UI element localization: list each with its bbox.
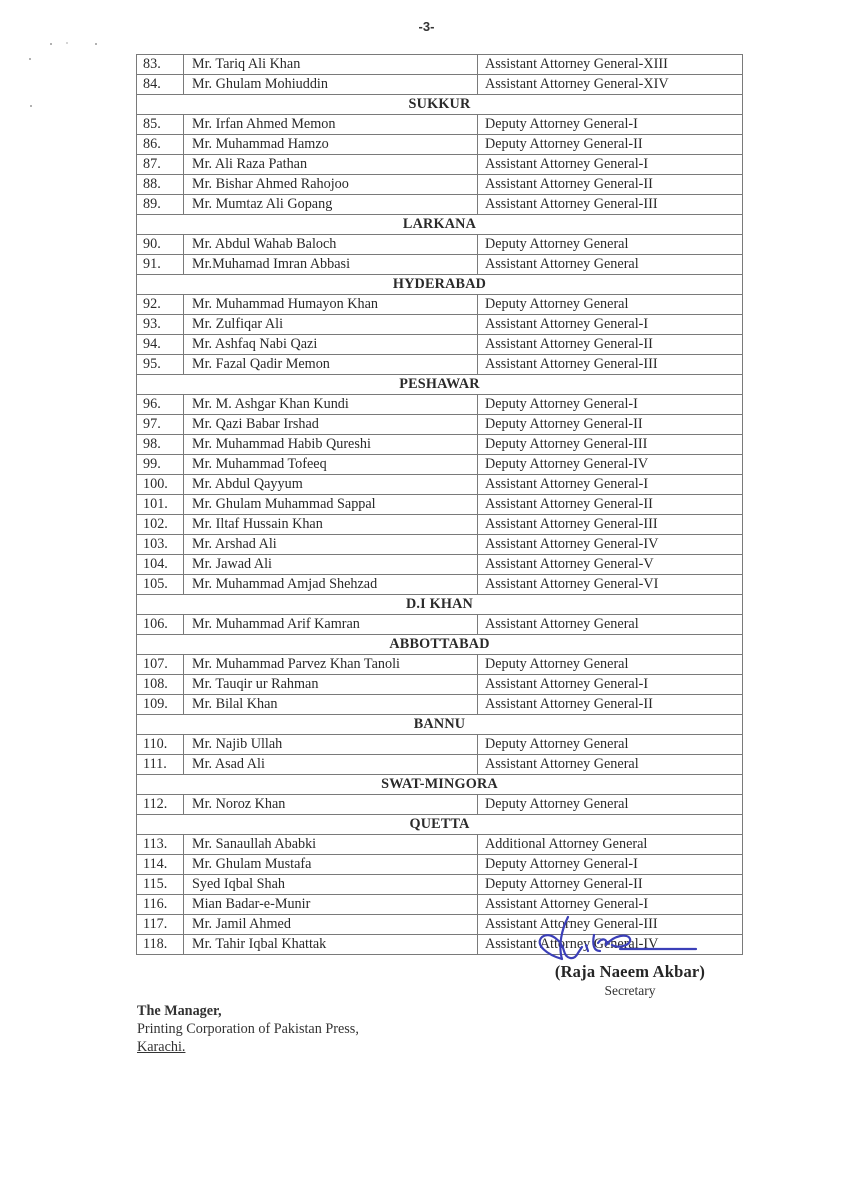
serial-number: 95. (137, 355, 184, 375)
designation: Deputy Attorney General (478, 235, 743, 255)
designation: Assistant Attorney General-III (478, 515, 743, 535)
signatory-block (530, 962, 730, 999)
table-row (137, 475, 743, 495)
serial-number: 109. (137, 695, 184, 715)
serial-number: 105. (137, 575, 184, 595)
recipient-title: The Manager, (137, 1003, 222, 1019)
table-row (137, 515, 743, 535)
designation: Assistant Attorney General-XIII (478, 55, 743, 75)
serial-number: 94. (137, 335, 184, 355)
officer-name: Mr. Mumtaz Ali Gopang (184, 195, 478, 215)
officer-name: Mr. Ali Raza Pathan (184, 155, 478, 175)
region-header-row (137, 715, 743, 735)
officer-name: Mr. Ghulam Muhammad Sappal (184, 495, 478, 515)
table-row (137, 855, 743, 875)
table-row (137, 455, 743, 475)
scan-speck (95, 43, 97, 45)
serial-number: 110. (137, 735, 184, 755)
serial-number: 99. (137, 455, 184, 475)
officer-name: Mr. Ghulam Mohiuddin (184, 75, 478, 95)
scan-speck (50, 43, 52, 45)
region-label: D.I KHAN (137, 595, 743, 615)
serial-number: 96. (137, 395, 184, 415)
designation: Assistant Attorney General-II (478, 695, 743, 715)
serial-number: 86. (137, 135, 184, 155)
designation: Assistant Attorney General-III (478, 195, 743, 215)
designation: Assistant Attorney General-I (478, 155, 743, 175)
designation: Assistant Attorney General-II (478, 175, 743, 195)
serial-number: 103. (137, 535, 184, 555)
officer-name: Mr. Iltaf Hussain Khan (184, 515, 478, 535)
designation: Assistant Attorney General (478, 615, 743, 635)
designation: Assistant Attorney General-VI (478, 575, 743, 595)
officer-name: Mr. Asad Ali (184, 755, 478, 775)
designation: Deputy Attorney General (478, 795, 743, 815)
region-label: HYDERABAD (137, 275, 743, 295)
table-row (137, 875, 743, 895)
table-row (137, 315, 743, 335)
designation: Assistant Attorney General-XIV (478, 75, 743, 95)
table-row (137, 395, 743, 415)
table-row (137, 495, 743, 515)
recipient-organization: Printing Corporation of Pakistan Press, (137, 1021, 359, 1037)
table-row (137, 75, 743, 95)
region-header-row (137, 635, 743, 655)
officer-name: Mr. Muhammad Amjad Shehzad (184, 575, 478, 595)
designation: Assistant Attorney General-III (478, 355, 743, 375)
region-label: ABBOTTABAD (137, 635, 743, 655)
officer-name: Mr. Jamil Ahmed (184, 915, 478, 935)
region-label: SUKKUR (137, 95, 743, 115)
designation: Assistant Attorney General-I (478, 895, 743, 915)
table-row (137, 175, 743, 195)
serial-number: 85. (137, 115, 184, 135)
officer-name: Mr. Ashfaq Nabi Qazi (184, 335, 478, 355)
region-header-row (137, 215, 743, 235)
officer-name: Mr. Muhammad Arif Kamran (184, 615, 478, 635)
signature-icon (528, 915, 708, 965)
table-row (137, 195, 743, 215)
designation: Assistant Attorney General (478, 255, 743, 275)
serial-number: 101. (137, 495, 184, 515)
table-row (137, 235, 743, 255)
serial-number: 113. (137, 835, 184, 855)
table-row (137, 535, 743, 555)
officer-name: Mr. Muhammad Habib Qureshi (184, 435, 478, 455)
table-row (137, 555, 743, 575)
designation: Assistant Attorney General-II (478, 495, 743, 515)
table-row (137, 795, 743, 815)
designation: Assistant Attorney General-III (478, 915, 743, 935)
designation: Deputy Attorney General-I (478, 115, 743, 135)
serial-number: 114. (137, 855, 184, 875)
table-row (137, 355, 743, 375)
serial-number: 87. (137, 155, 184, 175)
designation: Additional Attorney General (478, 835, 743, 855)
serial-number: 91. (137, 255, 184, 275)
serial-number: 108. (137, 675, 184, 695)
table-row (137, 435, 743, 455)
region-label: SWAT-MINGORA (137, 775, 743, 795)
serial-number: 88. (137, 175, 184, 195)
region-header-row (137, 595, 743, 615)
officer-name: Mr. Tauqir ur Rahman (184, 675, 478, 695)
officer-name: Mr. Ghulam Mustafa (184, 855, 478, 875)
table-row (137, 655, 743, 675)
serial-number: 93. (137, 315, 184, 335)
officer-name: Mr. Abdul Qayyum (184, 475, 478, 495)
table-row (137, 835, 743, 855)
roster-body (137, 55, 743, 955)
table-row (137, 135, 743, 155)
serial-number: 90. (137, 235, 184, 255)
signatory-title: Secretary (604, 983, 656, 998)
attorney-roster-table (136, 54, 743, 955)
table-row (137, 735, 743, 755)
designation: Deputy Attorney General (478, 295, 743, 315)
table-row (137, 155, 743, 175)
table-row (137, 695, 743, 715)
serial-number: 92. (137, 295, 184, 315)
designation: Assistant Attorney General (478, 755, 743, 775)
table-row (137, 415, 743, 435)
region-header-row (137, 775, 743, 795)
serial-number: 107. (137, 655, 184, 675)
designation: Deputy Attorney General (478, 655, 743, 675)
recipient-city: Karachi. (137, 1039, 186, 1055)
serial-number: 115. (137, 875, 184, 895)
region-label: LARKANA (137, 215, 743, 235)
serial-number: 98. (137, 435, 184, 455)
designation: Deputy Attorney General-I (478, 395, 743, 415)
region-header-row (137, 815, 743, 835)
serial-number: 106. (137, 615, 184, 635)
officer-name: Mr.Muhamad Imran Abbasi (184, 255, 478, 275)
table-row (137, 895, 743, 915)
officer-name: Mr. Arshad Ali (184, 535, 478, 555)
serial-number: 118. (137, 935, 184, 955)
table-row (137, 575, 743, 595)
officer-name: Mian Badar-e-Munir (184, 895, 478, 915)
serial-number: 102. (137, 515, 184, 535)
signatory-name: (Raja Naeem Akbar) (554, 962, 706, 981)
officer-name: Mr. Jawad Ali (184, 555, 478, 575)
region-header-row (137, 375, 743, 395)
serial-number: 89. (137, 195, 184, 215)
region-header-row (137, 275, 743, 295)
officer-name: Mr. Najib Ullah (184, 735, 478, 755)
designation: Deputy Attorney General-I (478, 855, 743, 875)
region-label: BANNU (137, 715, 743, 735)
officer-name: Syed Iqbal Shah (184, 875, 478, 895)
region-label: PESHAWAR (137, 375, 743, 395)
region-label: QUETTA (137, 815, 743, 835)
page-number: -3- (418, 19, 435, 34)
designation: Assistant Attorney General-I (478, 675, 743, 695)
table-row (137, 615, 743, 635)
officer-name: Mr. Bilal Khan (184, 695, 478, 715)
officer-name: Mr. Sanaullah Ababki (184, 835, 478, 855)
officer-name: Mr. Tahir Iqbal Khattak (184, 935, 478, 955)
designation: Deputy Attorney General-IV (478, 455, 743, 475)
table-row (137, 755, 743, 775)
designation: Deputy Attorney General-II (478, 415, 743, 435)
serial-number: 104. (137, 555, 184, 575)
table-row (137, 335, 743, 355)
officer-name: Mr. Noroz Khan (184, 795, 478, 815)
officer-name: Mr. Tariq Ali Khan (184, 55, 478, 75)
officer-name: Mr. Muhammad Hamzo (184, 135, 478, 155)
scan-speck (29, 58, 31, 60)
table-row (137, 675, 743, 695)
serial-number: 112. (137, 795, 184, 815)
table-row (137, 295, 743, 315)
designation: Deputy Attorney General (478, 735, 743, 755)
designation: Deputy Attorney General-II (478, 875, 743, 895)
table-row (137, 115, 743, 135)
scan-speck (66, 42, 68, 44)
serial-number: 117. (137, 915, 184, 935)
officer-name: Mr. M. Ashgar Khan Kundi (184, 395, 478, 415)
table-row (137, 255, 743, 275)
officer-name: Mr. Abdul Wahab Baloch (184, 235, 478, 255)
recipient-address (137, 1002, 359, 1056)
officer-name: Mr. Qazi Babar Irshad (184, 415, 478, 435)
designation: Assistant Attorney General-I (478, 315, 743, 335)
officer-name: Mr. Zulfiqar Ali (184, 315, 478, 335)
region-header-row (137, 95, 743, 115)
serial-number: 116. (137, 895, 184, 915)
designation: Deputy Attorney General-III (478, 435, 743, 455)
officer-name: Mr. Muhammad Humayon Khan (184, 295, 478, 315)
serial-number: 111. (137, 755, 184, 775)
officer-name: Mr. Muhammad Parvez Khan Tanoli (184, 655, 478, 675)
designation: Deputy Attorney General-II (478, 135, 743, 155)
officer-name: Mr. Irfan Ahmed Memon (184, 115, 478, 135)
designation: Assistant Attorney General-I (478, 475, 743, 495)
officer-name: Mr. Bishar Ahmed Rahojoo (184, 175, 478, 195)
designation: Assistant Attorney General-II (478, 335, 743, 355)
designation: Assistant Attorney General-IV (478, 935, 743, 955)
serial-number: 84. (137, 75, 184, 95)
serial-number: 83. (137, 55, 184, 75)
officer-name: Mr. Muhammad Tofeeq (184, 455, 478, 475)
officer-name: Mr. Fazal Qadir Memon (184, 355, 478, 375)
serial-number: 97. (137, 415, 184, 435)
designation: Assistant Attorney General-V (478, 555, 743, 575)
designation: Assistant Attorney General-IV (478, 535, 743, 555)
table-row (137, 55, 743, 75)
scan-speck (30, 105, 32, 107)
serial-number: 100. (137, 475, 184, 495)
